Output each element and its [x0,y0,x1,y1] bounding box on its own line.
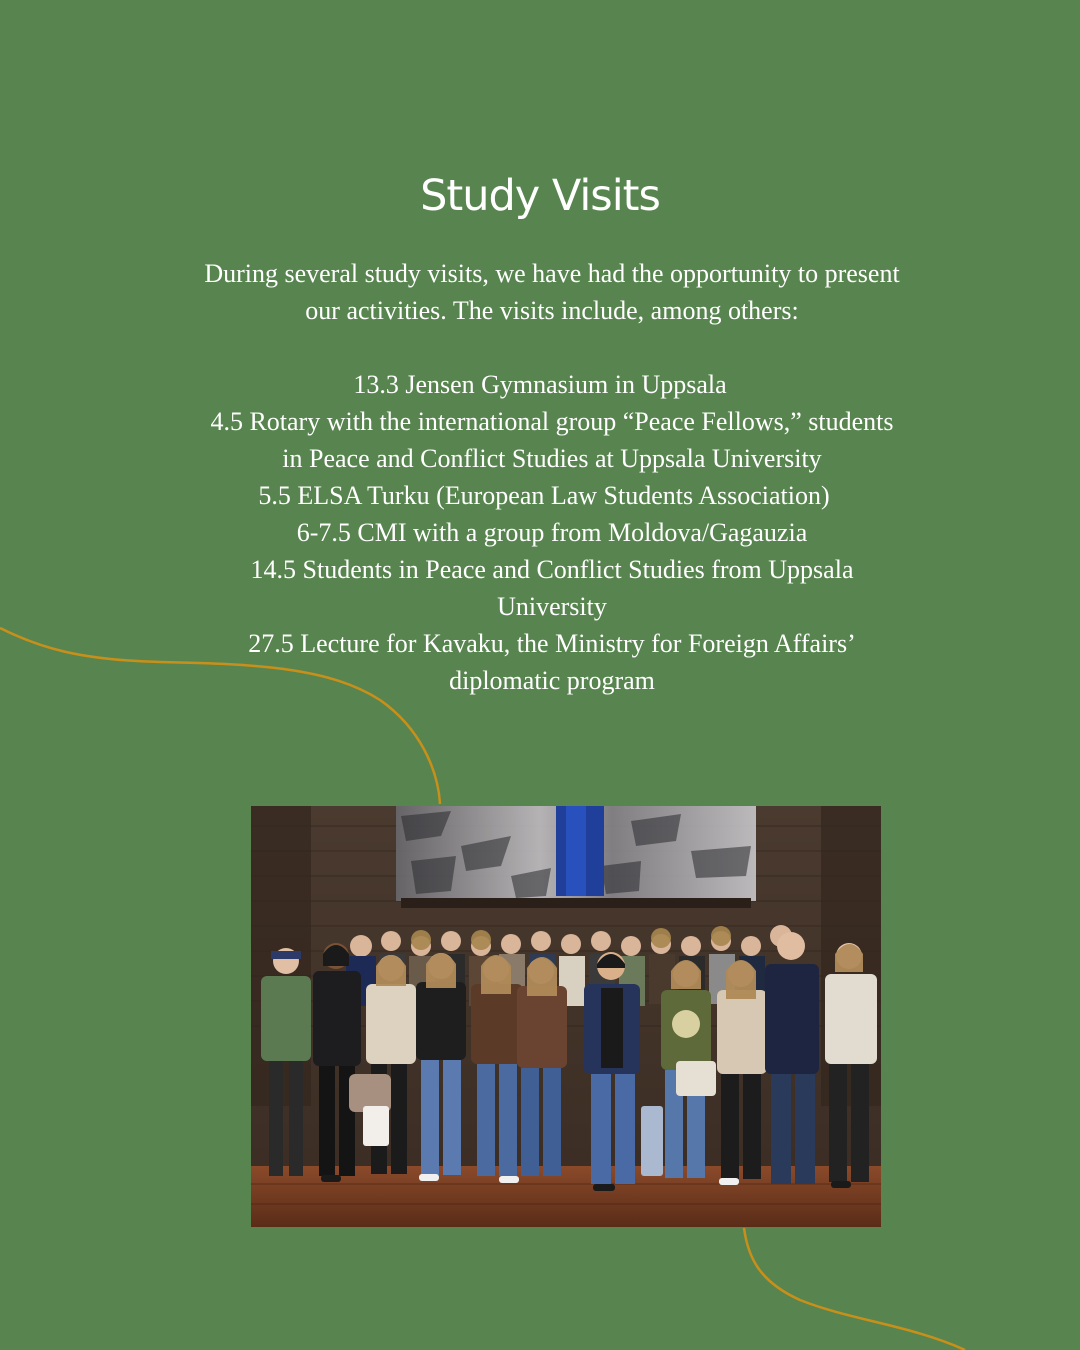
visit-item: 6-7.5 CMI with a group from Moldova/Gagauzia [296,518,808,547]
page-title: Study Visits [420,171,660,221]
group-photo [251,806,881,1227]
intro-text: During several study visits, we have had the opportunity to present our activities. The visits include, among others: [204,259,900,325]
visit-item: 27.5 Lecture for Kavaku, the Ministry for Foreign Affairs’ diplomatic program [248,629,856,695]
group-photo-illustration [251,806,881,1227]
visit-item: 5.5 ELSA Turku (European Law Students Association) [258,481,830,510]
visit-item: 13.3 Jensen Gymnasium in Uppsala [353,370,727,399]
visit-item: 4.5 Rotary with the international group “Peace Fellows,” students in Peace and Conflict Studies at Uppsala University [210,407,894,473]
visit-list [200,366,904,699]
visit-item: 14.5 Students in Peace and Conflict Studies from Uppsala University [250,555,854,621]
